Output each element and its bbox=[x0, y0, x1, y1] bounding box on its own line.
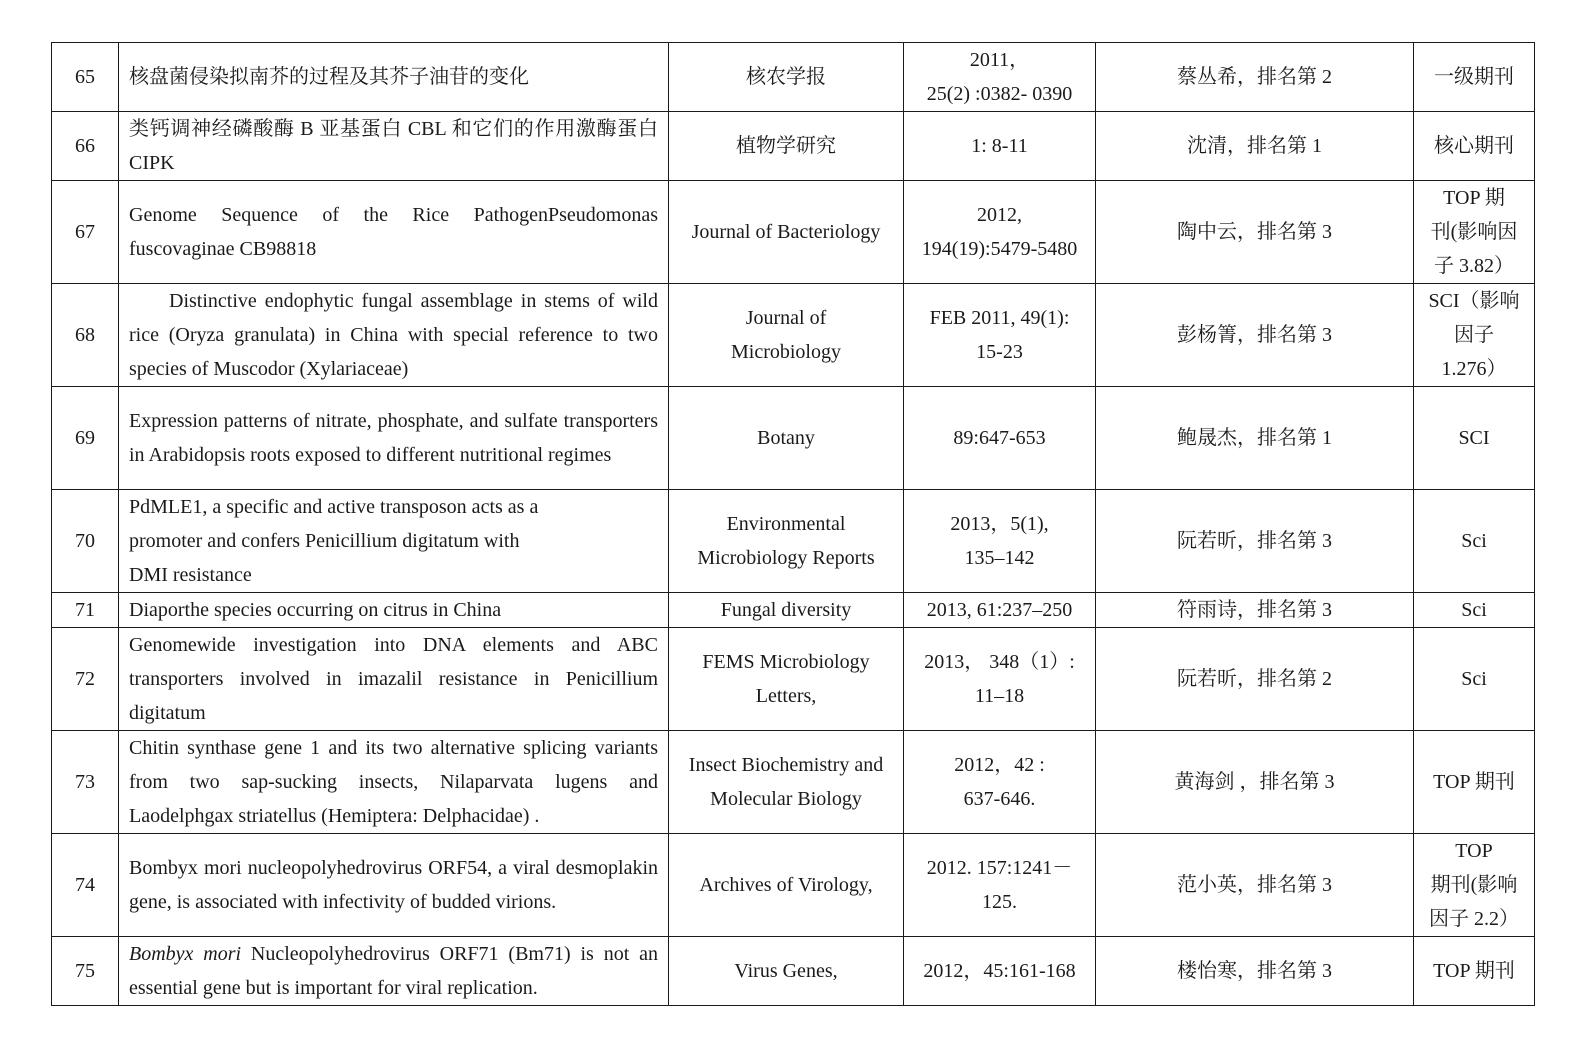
table-row bbox=[52, 628, 1535, 731]
table-row bbox=[52, 112, 1535, 181]
author-rank: 范小英，排名第 3 bbox=[1096, 834, 1414, 937]
journal-name: Insect Biochemistry and Molecular Biology bbox=[669, 731, 904, 834]
journal-level: SCI bbox=[1414, 387, 1535, 490]
author-rank: 陶中云，排名第 3 bbox=[1096, 181, 1414, 284]
paper-title: Genome Sequence of the Rice PathogenPseudomonas fuscovaginae CB98818 bbox=[119, 181, 669, 284]
author-rank: 符雨诗，排名第 3 bbox=[1096, 593, 1414, 628]
author-rank: 阮若昕，排名第 2 bbox=[1096, 628, 1414, 731]
volume-pages: 2013， 348（1）: 11–18 bbox=[904, 628, 1096, 731]
journal-level: TOP 期刊 bbox=[1414, 731, 1535, 834]
journal-level: Sci bbox=[1414, 490, 1535, 593]
row-number: 74 bbox=[52, 834, 119, 937]
paper-title: Chitin synthase gene 1 and its two alternative splicing variants from two sap-sucking insects, Nilaparvata lugens and Laodelphgax striatellus (Hemiptera: Delphacidae) . bbox=[119, 731, 669, 834]
journal-level: Sci bbox=[1414, 593, 1535, 628]
journal-name: 植物学研究 bbox=[669, 112, 904, 181]
journal-level: SCI（影响 因子 1.276） bbox=[1414, 284, 1535, 387]
journal-name: Journal of Bacteriology bbox=[669, 181, 904, 284]
author-rank: 楼怡寒，排名第 3 bbox=[1096, 937, 1414, 1006]
journal-level: TOP 期 刊(影响因 子 3.82） bbox=[1414, 181, 1535, 284]
row-number: 66 bbox=[52, 112, 119, 181]
author-rank: 黄海剑 ，排名第 3 bbox=[1096, 731, 1414, 834]
journal-name: Environmental Microbiology Reports bbox=[669, 490, 904, 593]
journal-level: Sci bbox=[1414, 628, 1535, 731]
journal-level: TOP 期刊 bbox=[1414, 937, 1535, 1006]
row-number: 75 bbox=[52, 937, 119, 1006]
table-row bbox=[52, 937, 1535, 1006]
volume-pages: 1: 8-11 bbox=[904, 112, 1096, 181]
row-number: 68 bbox=[52, 284, 119, 387]
journal-name: Archives of Virology, bbox=[669, 834, 904, 937]
author-rank: 彭杨箐，排名第 3 bbox=[1096, 284, 1414, 387]
table-row bbox=[52, 834, 1535, 937]
paper-title: Bombyx mori Nucleopolyhedrovirus ORF71 (Bm71) is not an essential gene but is important for viral replication. bbox=[119, 937, 669, 1006]
row-number: 67 bbox=[52, 181, 119, 284]
volume-pages: 2011， 25(2) :0382- 0390 bbox=[904, 43, 1096, 112]
row-number: 70 bbox=[52, 490, 119, 593]
author-rank: 阮若昕，排名第 3 bbox=[1096, 490, 1414, 593]
publications-table bbox=[51, 42, 1535, 1006]
volume-pages: 2012. 157:1241－ 125. bbox=[904, 834, 1096, 937]
table-row bbox=[52, 593, 1535, 628]
author-rank: 鲍晟杰，排名第 1 bbox=[1096, 387, 1414, 490]
journal-level: TOP 期刊(影响 因子 2.2） bbox=[1414, 834, 1535, 937]
journal-name: FEMS Microbiology Letters, bbox=[669, 628, 904, 731]
volume-pages: 2013, 61:237–250 bbox=[904, 593, 1096, 628]
species-name: Bombyx mori bbox=[129, 943, 242, 965]
volume-pages: 2013，5(1), 135–142 bbox=[904, 490, 1096, 593]
table-row bbox=[52, 731, 1535, 834]
author-rank: 蔡丛希，排名第 2 bbox=[1096, 43, 1414, 112]
paper-title: Distinctive endophytic fungal assemblage in stems of wild rice (Oryza granulata) in China with special reference to two species of Muscodor (Xylariaceae) bbox=[119, 284, 669, 387]
volume-pages: 89:647-653 bbox=[904, 387, 1096, 490]
volume-pages: 2012，45:161-168 bbox=[904, 937, 1096, 1006]
table-row bbox=[52, 490, 1535, 593]
journal-name: 核农学报 bbox=[669, 43, 904, 112]
row-number: 71 bbox=[52, 593, 119, 628]
paper-title: Genomewide investigation into DNA elements and ABC transporters involved in imazalil resistance in Penicillium digitatum bbox=[119, 628, 669, 731]
row-number: 65 bbox=[52, 43, 119, 112]
volume-pages: 2012，42 : 637-646. bbox=[904, 731, 1096, 834]
journal-name: Virus Genes, bbox=[669, 937, 904, 1006]
paper-title: 核盘菌侵染拟南芥的过程及其芥子油苷的变化 bbox=[119, 43, 669, 112]
table-row bbox=[52, 43, 1535, 112]
journal-name: Botany bbox=[669, 387, 904, 490]
table-row bbox=[52, 181, 1535, 284]
paper-title: Expression patterns of nitrate, phosphate, and sulfate transporters in Arabidopsis roots exposed to different nutritional regimes bbox=[119, 387, 669, 490]
table-row bbox=[52, 387, 1535, 490]
row-number: 73 bbox=[52, 731, 119, 834]
journal-name: Fungal diversity bbox=[669, 593, 904, 628]
table-row bbox=[52, 284, 1535, 387]
journal-level: 一级期刊 bbox=[1414, 43, 1535, 112]
paper-title: PdMLE1, a specific and active transposon acts as a promoter and confers Penicillium digitatum with DMI resistance bbox=[119, 490, 669, 593]
volume-pages: 2012, 194(19):5479-5480 bbox=[904, 181, 1096, 284]
author-rank: 沈清，排名第 1 bbox=[1096, 112, 1414, 181]
journal-level: 核心期刊 bbox=[1414, 112, 1535, 181]
row-number: 72 bbox=[52, 628, 119, 731]
row-number: 69 bbox=[52, 387, 119, 490]
paper-title: Diaporthe species occurring on citrus in China bbox=[119, 593, 669, 628]
journal-name: Journal of Microbiology bbox=[669, 284, 904, 387]
paper-title: Bombyx mori nucleopolyhedrovirus ORF54, a viral desmoplakin gene, is associated with infectivity of budded virions. bbox=[119, 834, 669, 937]
paper-title: 类钙调神经磷酸酶 B 亚基蛋白 CBL 和它们的作用激酶蛋白 CIPK bbox=[119, 112, 669, 181]
volume-pages: FEB 2011, 49(1): 15-23 bbox=[904, 284, 1096, 387]
